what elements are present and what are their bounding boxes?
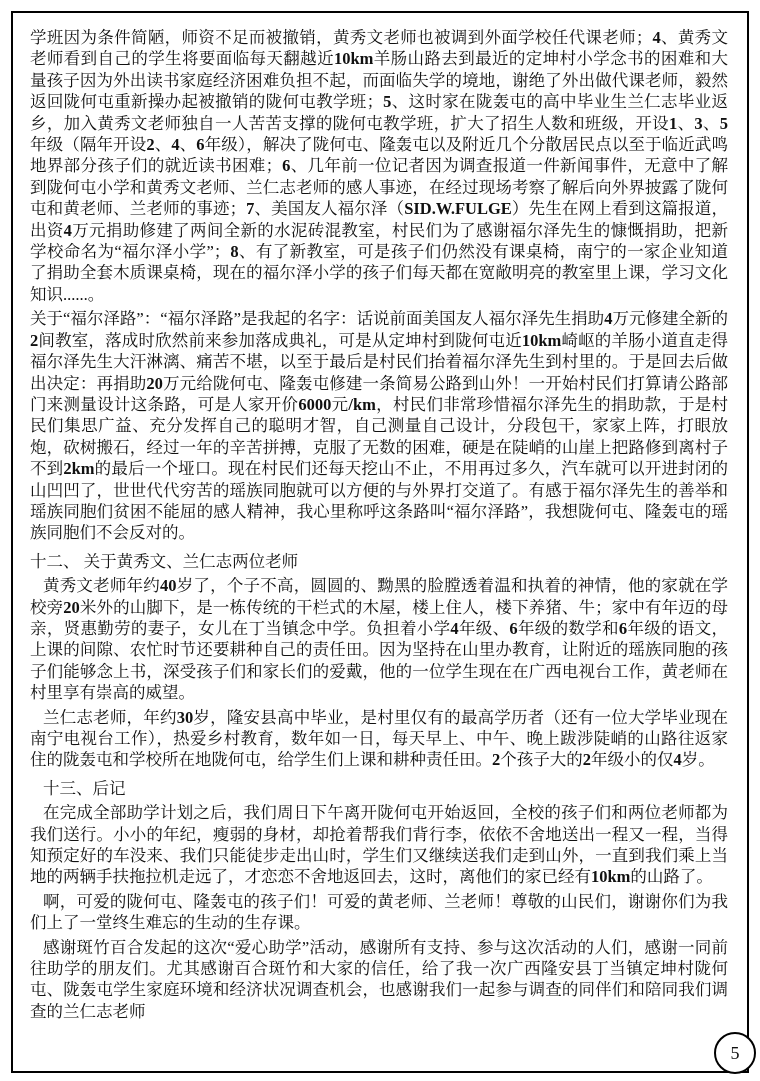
paragraph: 感谢斑竹百合发起的这次“爱心助学”活动，感谢所有支持、参与这次活动的人们，感谢一同前往助学的朋友们。尤其感谢百合斑竹和大家的信任，给了我一次广西隆安县丁当镇定坤村陇何屯、陇轰屯学生家庭环境和经济状况调查机会，也感谢我们一起参与调查的同伴们和陪同我们调查的兰仁志老师 [30,937,728,1021]
section-heading: 十二、 关于黄秀文、兰仁志两位老师 [30,551,299,571]
paragraph: 在完成全部助学计划之后，我们周日下午离开陇何屯开始返回，全校的孩子们和两位老师都为我们送行。小小的年纪，瘦弱的身材，却抢着帮我们背行李，依依不舍地送出一程又一程，当得知预定好的车没来、我们只能徒步走出山时，学生们又继续送我们走到山外，一直到我们乘上当地的两辆手扶拖拉机走远了，才恋恋不舍地返回去，这时，离他们的家已经有10km的山路了。 [30,803,728,887]
page-number-badge [714,1032,756,1074]
page-number: 5 [730,1042,740,1063]
paragraph: 关于“福尔泽路”：“福尔泽路”是我起的名字：话说前面美国友人福尔泽先生捐助4万元修建全新的2间教室，落成时欣然前来参加落成典礼，可是从定坤村到陇何屯近10km崎岖的羊肠小道直走得福尔泽先生大汗淋漓、痛苦不堪，以至于最后是村民们抬着福尔泽先生到村里的。于是回去后做出决定：再捐助20万元给陇何屯、隆轰屯修建一条简易公路到山外！一开始村民们打算请公路部门来测量设计这条路，可是人家开价6000元/km，村民们非常珍惜福尔泽先生的捐助款，于是村民们集思广益、充分发挥自己的聪明才智，自己测量自己设计，分段包干，家家上阵，打眼放炮，砍树搬石，经过一年的辛苦拼搏，克服了无数的困难，硬是在陡峭的山崖上把路修到离村子不到2km的最后一个垭口。现在村民们还每天挖山不止，不用再过多久，汽车就可以开进封闭的山凹凹了，世世代代穷苦的瑶族同胞就可以方便的与外界打交道了。有感于福尔泽先生的善举和瑶族同胞们贫困不能屈的感人精神，我心里称呼这条路叫“福尔泽路”，我想陇何屯、隆轰屯的瑶族同胞们不会反对的。 [30,309,729,543]
paragraph: 黄秀文老师年约40岁了，个子不高，圆圆的、黝黑的脸膛透着温和执着的神情，他的家就在学校旁20米外的山脚下，是一栋传统的干栏式的木屋，楼上住人，楼下养猪、牛；家中有年迈的母亲，贤惠勤劳的妻子，女儿在丁当镇念中学。负担着小学4年级、6年级的数学和6年级的语文，上课的间隙、农忙时节还要耕种自己的责任田。因为坚持在山里办教育，让附近的瑶族同胞的孩子们能够念上书，深受孩子们和家长们的爱戴，他的一位学生现在在广西电视台工作，黄老师在村里享有崇高的威望。 [30,576,729,703]
paragraph: 兰仁志老师，年约30岁，隆安县高中毕业，是村里仅有的最高学历者（还有一位大学毕业现在南宁电视台工作），热爱乡村教育，数年如一日，每天早上、中午、晚上跋涉陡峭的山路往返家住的陇轰屯和学校所在地陇何屯，给学生们上课和耕种责任田。2个孩子大的2年级小的仅4岁。 [30,707,729,770]
section-heading: 十三、后记 [43,778,126,798]
paragraph: 啊，可爱的陇何屯、隆轰屯的孩子们！可爱的黄老师、兰老师！尊敬的山民们，谢谢你们为我们上了一堂终生难忘的生动的生存课。 [30,891,728,933]
document-body [30,27,728,1022]
paragraph: 学班因为条件简陋，师资不足而被撤销，黄秀文老师也被调到外面学校任代课老师；4、黄秀文老师看到自己的学生将要面临每天翻越近10km羊肠山路去到最近的定坤村小学念书的困难和大量孩子因为外出读书家庭经济困难负担不起，而面临失学的境地，谢绝了外出做代课老师，毅然返回陇何屯重新操办起被撤销的陇何屯教学班；5、这时家在陇轰屯的高中毕业生兰仁志毕业返乡，加入黄秀文老师独自一人苦苦支撑的陇何屯教学班，扩大了招生人数和班级，开设1、3、5年级（隔年开设2、4、6年级），解决了陇何屯、隆轰屯以及附近几个分散居民点以至于临近武鸣地界部分孩子们的就近读书困难；6、几年前一位记者因为调查报道一件新闻事件，无意中了解到陇何屯小学和黄秀文老师、兰仁志老师的感人事迹，在经过现场考察了解后向外界披露了陇何屯和黄老师、兰老师的事迹；7、美国友人福尔泽（SID.W.FULGE）先生在网上看到这篇报道，出资4万元捐助修建了两间全新的水泥砖混教室，村民们为了感谢福尔泽先生的慷慨捐助，把新学校命名为“福尔泽小学”；8、有了新教室，可是孩子们仍然没有课桌椅，南宁的一家企业知道了捐助全套木质课桌椅，现在的福尔泽小学的孩子们每天都在宽敞明亮的教室里上课，学习文化知识......。 [30,28,729,304]
